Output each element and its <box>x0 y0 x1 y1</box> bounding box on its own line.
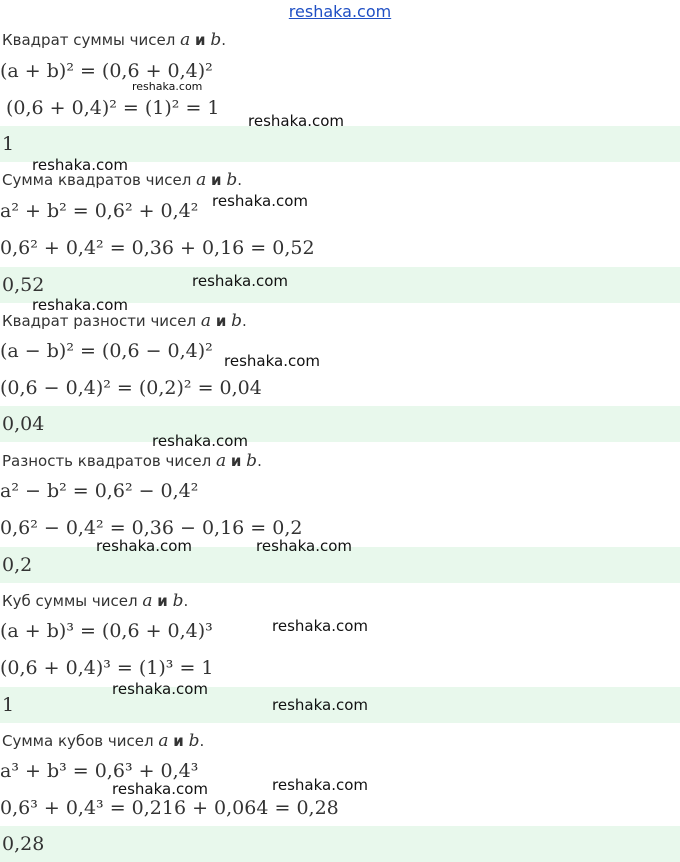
watermark: reshaka.com <box>132 80 203 93</box>
conj-and: и <box>211 171 222 189</box>
watermark: reshaka.com <box>32 296 128 314</box>
var-b: b <box>231 311 243 331</box>
formula-line: (a + b)³ = (0,6 + 0,4)³ <box>0 620 213 642</box>
watermark: reshaka.com <box>248 112 344 130</box>
watermark: reshaka.com <box>96 537 192 555</box>
var-a: a <box>180 30 191 50</box>
answer-value: 0,04 <box>2 413 45 435</box>
conj-and: и <box>157 592 168 610</box>
formula-line: 0,6² − 0,4² = 0,36 − 0,16 = 0,2 <box>0 517 303 539</box>
answer-value: 0,52 <box>2 274 45 296</box>
conj-and: и <box>173 732 184 750</box>
formula-line: 0,6² + 0,4² = 0,36 + 0,16 = 0,52 <box>0 237 315 259</box>
section-label: Сумма квадратов чисел a и b. <box>2 170 242 190</box>
formula-line: (a + b)² = (0,6 + 0,4)² <box>0 60 213 82</box>
var-b: b <box>172 591 184 611</box>
section-label: Сумма кубов чисел a и b. <box>2 731 205 751</box>
section-label: Разность квадратов чисел a и b. <box>2 451 262 471</box>
formula-line: a³ + b³ = 0,6³ + 0,4³ <box>0 760 199 782</box>
var-a: a <box>215 451 227 471</box>
watermark: reshaka.com <box>272 617 368 635</box>
label-text: Сумма кубов чисел <box>2 732 154 750</box>
watermark: reshaka.com <box>112 780 208 798</box>
label-text: Сумма квадратов чисел <box>2 171 192 189</box>
answer-value: 0,2 <box>2 554 33 576</box>
formula-line: a² + b² = 0,6² + 0,4² <box>0 200 199 222</box>
watermark: reshaka.com <box>112 680 208 698</box>
var-b: b <box>246 451 258 471</box>
watermark: reshaka.com <box>224 352 320 370</box>
conj-and: и <box>215 312 227 330</box>
answer-box <box>0 826 680 862</box>
watermark: reshaka.com <box>272 776 368 794</box>
formula-line: (0,6 − 0,4)² = (0,2)² = 0,04 <box>0 377 262 399</box>
var-a: a <box>158 731 169 751</box>
var-a: a <box>196 170 207 190</box>
label-text: Куб суммы чисел <box>2 592 138 610</box>
label-text: Квадрат разности чисел <box>2 312 197 330</box>
watermark: reshaka.com <box>256 537 352 555</box>
answer-box <box>0 406 680 442</box>
formula-line: (a − b)² = (0,6 − 0,4)² <box>0 340 213 362</box>
conj-and: и <box>195 31 206 49</box>
answer-value: 1 <box>2 694 15 716</box>
conj-and: и <box>230 452 242 470</box>
answer-value: 0,28 <box>2 833 45 855</box>
formula-line: a² − b² = 0,6² − 0,4² <box>0 480 199 502</box>
section-label: Квадрат разности чисел a и b. <box>2 311 247 331</box>
formula-line: (0,6 + 0,4)³ = (1)³ = 1 <box>0 657 214 679</box>
formula-line: (0,6 + 0,4)² = (1)² = 1 <box>6 97 220 119</box>
site-link[interactable]: reshaka.com <box>288 2 392 21</box>
formula-line: 0,6³ + 0,4³ = 0,216 + 0,064 = 0,28 <box>0 797 339 819</box>
watermark: reshaka.com <box>152 432 248 450</box>
var-a: a <box>200 311 212 331</box>
watermark: reshaka.com <box>272 696 368 714</box>
var-b: b <box>210 30 222 50</box>
answer-value: 1 <box>2 133 15 155</box>
var-b: b <box>188 731 200 751</box>
var-a: a <box>142 591 153 611</box>
watermark: reshaka.com <box>212 192 308 210</box>
label-text: Разность квадратов чисел <box>2 452 212 470</box>
watermark: reshaka.com <box>192 272 288 290</box>
section-label: Куб суммы чисел a и b. <box>2 591 189 611</box>
watermark: reshaka.com <box>32 156 128 174</box>
var-b: b <box>226 170 238 190</box>
section-label: Квадрат суммы чисел a и b. <box>2 30 226 50</box>
label-text: Квадрат суммы чисел <box>2 31 176 49</box>
